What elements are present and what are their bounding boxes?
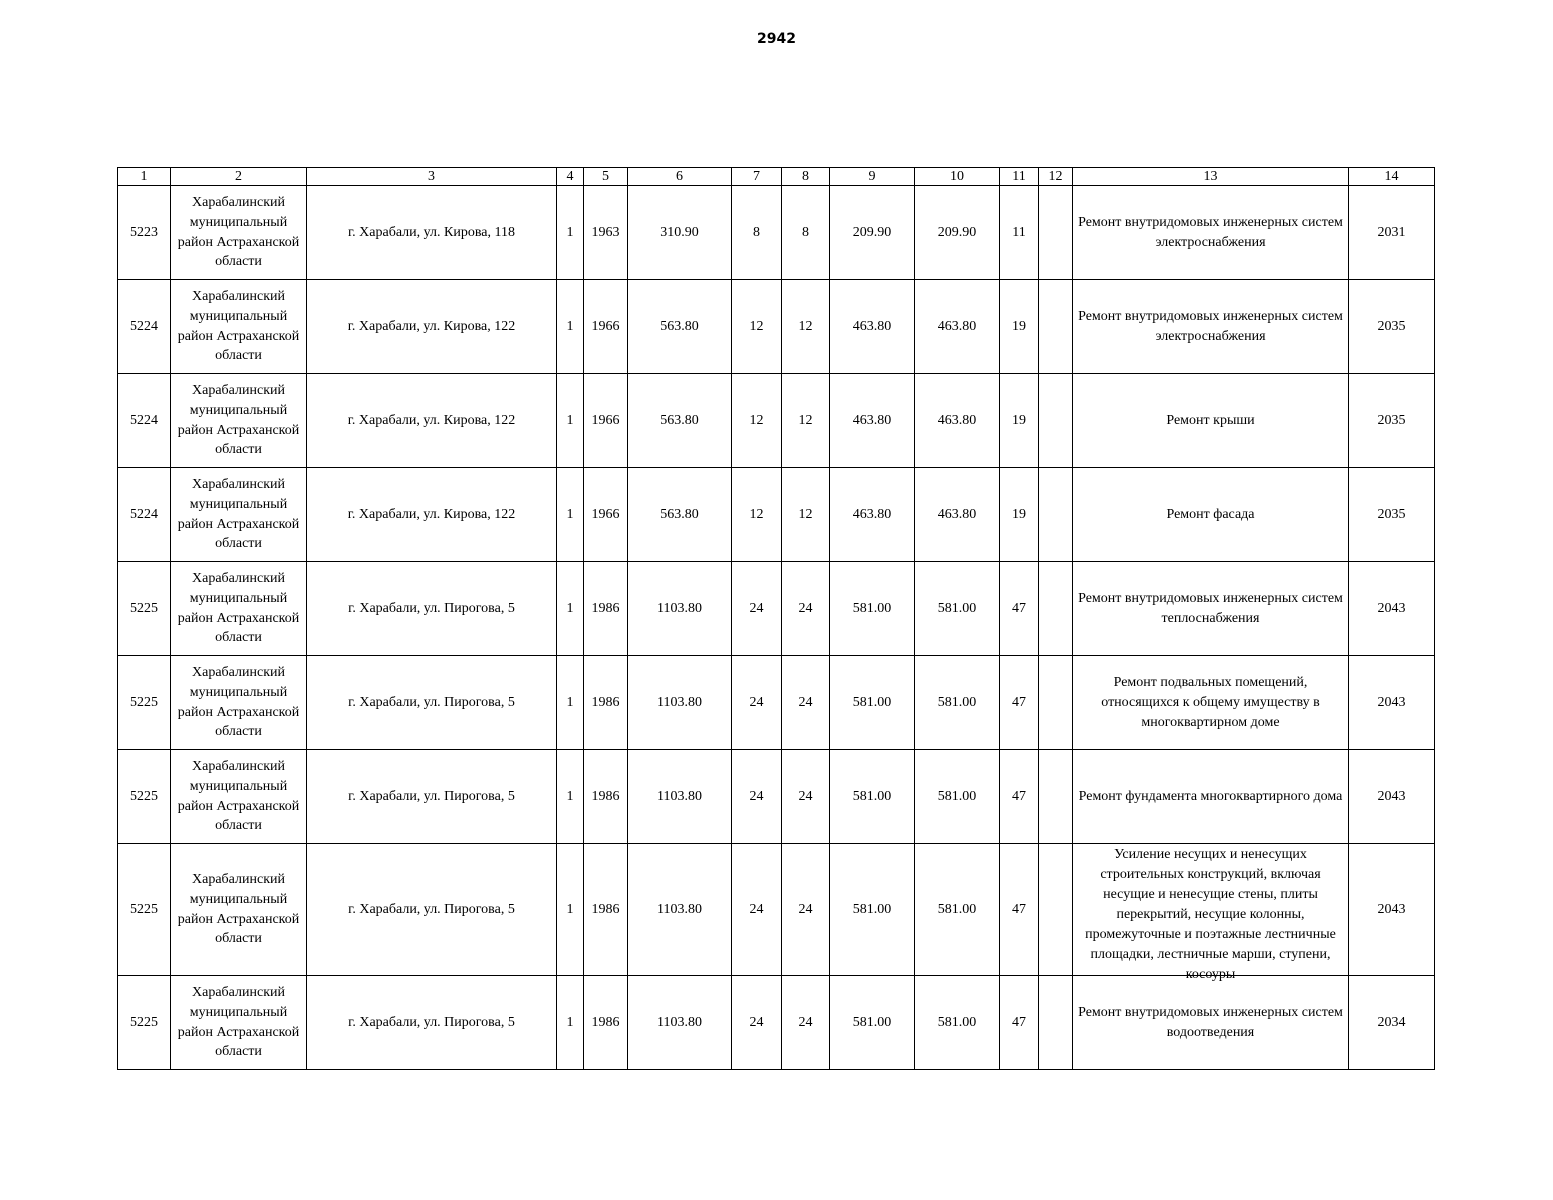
cell-district xyxy=(171,562,307,656)
cell-area-a: 581.00 xyxy=(830,844,915,976)
cell-district-text: Харабалинский муниципальный район Астраханской области xyxy=(177,759,300,834)
cell-col8: 24 xyxy=(782,562,830,656)
cell-year: 1966 xyxy=(584,374,628,468)
cell-id: 5224 xyxy=(118,468,171,562)
cell-col12 xyxy=(1039,562,1073,656)
capital-repair-table xyxy=(117,167,1435,1070)
cell-area-a: 209.90 xyxy=(830,186,915,280)
column-header-6: 6 xyxy=(628,168,732,186)
cell-address: г. Харабали, ул. Пирогова, 5 xyxy=(307,976,557,1070)
cell-col7: 24 xyxy=(732,656,782,750)
column-header-7: 7 xyxy=(732,168,782,186)
cell-area-b: 581.00 xyxy=(915,656,1000,750)
cell-address: г. Харабали, ул. Пирогова, 5 xyxy=(307,750,557,844)
cell-total-area: 1103.80 xyxy=(628,976,732,1070)
cell-col11: 47 xyxy=(1000,750,1039,844)
cell-work-text: Ремонт подвальных помещений, относящихся к общему имуществу в многоквартирном доме xyxy=(1101,674,1320,730)
cell-work-text: Ремонт внутридомовых инженерных систем электроснабжения xyxy=(1078,308,1343,344)
page-number: 2942 xyxy=(757,31,796,47)
cell-id: 5225 xyxy=(118,750,171,844)
cell-work xyxy=(1073,844,1349,982)
cell-col4: 1 xyxy=(557,976,584,1070)
cell-year: 1966 xyxy=(584,468,628,562)
table-row xyxy=(118,468,1435,562)
cell-col12 xyxy=(1039,656,1073,750)
cell-work xyxy=(1073,750,1349,844)
cell-col11: 47 xyxy=(1000,976,1039,1070)
cell-area-a: 463.80 xyxy=(830,280,915,374)
cell-col7: 24 xyxy=(732,976,782,1070)
cell-year: 1986 xyxy=(584,844,628,976)
cell-col8: 24 xyxy=(782,656,830,750)
cell-planned-year: 2043 xyxy=(1349,562,1435,656)
cell-work-text: Усиление несущих и ненесущих строительных конструкций, включая несущие и ненесущие стены, плиты перекрытий, несущие колонны, промежуточные и поэтажные лестничные площадки, лестничные марши, ступени, косоуры xyxy=(1085,847,1336,982)
cell-col7: 12 xyxy=(732,280,782,374)
cell-col11: 47 xyxy=(1000,562,1039,656)
cell-work-text: Ремонт крыши xyxy=(1166,412,1255,428)
cell-col12 xyxy=(1039,750,1073,844)
cell-area-a: 581.00 xyxy=(830,976,915,1070)
column-header-14: 14 xyxy=(1349,168,1435,186)
column-header-1: 1 xyxy=(118,168,171,186)
cell-district-text: Харабалинский муниципальный район Астраханской области xyxy=(177,289,300,364)
cell-id: 5225 xyxy=(118,844,171,976)
cell-area-b: 581.00 xyxy=(915,750,1000,844)
cell-area-a: 581.00 xyxy=(830,562,915,656)
cell-planned-year: 2035 xyxy=(1349,374,1435,468)
cell-district xyxy=(171,186,307,280)
cell-work xyxy=(1073,656,1349,750)
table-row xyxy=(118,186,1435,280)
cell-area-b: 463.80 xyxy=(915,374,1000,468)
column-header-11: 11 xyxy=(1000,168,1039,186)
cell-total-area: 563.80 xyxy=(628,468,732,562)
cell-area-a: 581.00 xyxy=(830,750,915,844)
column-header-13: 13 xyxy=(1073,168,1349,186)
cell-col11: 19 xyxy=(1000,374,1039,468)
cell-area-b: 581.00 xyxy=(915,976,1000,1070)
column-header-3: 3 xyxy=(307,168,557,186)
cell-id: 5225 xyxy=(118,976,171,1070)
cell-col4: 1 xyxy=(557,374,584,468)
cell-area-b: 209.90 xyxy=(915,186,1000,280)
column-header-10: 10 xyxy=(915,168,1000,186)
cell-col8: 12 xyxy=(782,374,830,468)
cell-year: 1966 xyxy=(584,280,628,374)
cell-total-area: 563.80 xyxy=(628,374,732,468)
cell-district-text: Харабалинский муниципальный район Астраханской области xyxy=(177,477,300,552)
cell-col7: 24 xyxy=(732,844,782,976)
cell-col8: 24 xyxy=(782,750,830,844)
cell-address: г. Харабали, ул. Кирова, 122 xyxy=(307,468,557,562)
cell-col8: 12 xyxy=(782,468,830,562)
cell-col11: 47 xyxy=(1000,844,1039,976)
column-header-4: 4 xyxy=(557,168,584,186)
cell-planned-year: 2043 xyxy=(1349,844,1435,976)
cell-total-area: 1103.80 xyxy=(628,656,732,750)
table-row xyxy=(118,750,1435,844)
cell-area-a: 463.80 xyxy=(830,468,915,562)
cell-district xyxy=(171,750,307,844)
cell-work xyxy=(1073,374,1349,468)
cell-year: 1986 xyxy=(584,976,628,1070)
cell-col12 xyxy=(1039,374,1073,468)
cell-col4: 1 xyxy=(557,186,584,280)
cell-district xyxy=(171,976,307,1070)
cell-id: 5223 xyxy=(118,186,171,280)
column-header-12: 12 xyxy=(1039,168,1073,186)
cell-total-area: 1103.80 xyxy=(628,844,732,976)
cell-work xyxy=(1073,186,1349,280)
cell-col7: 24 xyxy=(732,562,782,656)
column-header-9: 9 xyxy=(830,168,915,186)
cell-col12 xyxy=(1039,468,1073,562)
cell-total-area: 563.80 xyxy=(628,280,732,374)
cell-col7: 24 xyxy=(732,750,782,844)
cell-area-a: 581.00 xyxy=(830,656,915,750)
cell-planned-year: 2043 xyxy=(1349,750,1435,844)
cell-district xyxy=(171,844,307,976)
cell-district-text: Харабалинский муниципальный район Астраханской области xyxy=(177,571,300,646)
table-row xyxy=(118,976,1435,1070)
cell-col8: 8 xyxy=(782,186,830,280)
cell-area-b: 581.00 xyxy=(915,844,1000,976)
cell-id: 5224 xyxy=(118,280,171,374)
cell-col4: 1 xyxy=(557,468,584,562)
table-body xyxy=(118,186,1435,1070)
cell-work xyxy=(1073,976,1349,1070)
cell-col12 xyxy=(1039,976,1073,1070)
cell-col7: 12 xyxy=(732,374,782,468)
column-header-5: 5 xyxy=(584,168,628,186)
cell-district-text: Харабалинский муниципальный район Астраханской области xyxy=(177,383,300,458)
cell-address: г. Харабали, ул. Кирова, 122 xyxy=(307,280,557,374)
cell-work-text: Ремонт внутридомовых инженерных систем электроснабжения xyxy=(1078,214,1343,250)
cell-work-text: Ремонт внутридомовых инженерных систем теплоснабжения xyxy=(1078,590,1343,626)
cell-district xyxy=(171,280,307,374)
cell-address: г. Харабали, ул. Кирова, 118 xyxy=(307,186,557,280)
cell-address: г. Харабали, ул. Пирогова, 5 xyxy=(307,844,557,976)
cell-id: 5224 xyxy=(118,374,171,468)
cell-col7: 12 xyxy=(732,468,782,562)
cell-id: 5225 xyxy=(118,656,171,750)
cell-col11: 11 xyxy=(1000,186,1039,280)
cell-col11: 19 xyxy=(1000,468,1039,562)
cell-planned-year: 2035 xyxy=(1349,468,1435,562)
cell-area-b: 463.80 xyxy=(915,468,1000,562)
cell-col12 xyxy=(1039,280,1073,374)
cell-col8: 24 xyxy=(782,844,830,976)
cell-planned-year: 2043 xyxy=(1349,656,1435,750)
cell-id: 5225 xyxy=(118,562,171,656)
cell-total-area: 310.90 xyxy=(628,186,732,280)
column-header-2: 2 xyxy=(171,168,307,186)
cell-area-b: 463.80 xyxy=(915,280,1000,374)
cell-col4: 1 xyxy=(557,844,584,976)
cell-planned-year: 2034 xyxy=(1349,976,1435,1070)
cell-col7: 8 xyxy=(732,186,782,280)
cell-planned-year: 2035 xyxy=(1349,280,1435,374)
cell-year: 1986 xyxy=(584,750,628,844)
table-row xyxy=(118,374,1435,468)
cell-col8: 12 xyxy=(782,280,830,374)
cell-year: 1986 xyxy=(584,562,628,656)
cell-district xyxy=(171,468,307,562)
table-row xyxy=(118,562,1435,656)
cell-work-text: Ремонт внутридомовых инженерных систем водоотведения xyxy=(1078,1004,1343,1040)
cell-total-area: 1103.80 xyxy=(628,750,732,844)
cell-address: г. Харабали, ул. Пирогова, 5 xyxy=(307,562,557,656)
cell-work xyxy=(1073,468,1349,562)
cell-col4: 1 xyxy=(557,750,584,844)
cell-work-text: Ремонт фундамента многоквартирного дома xyxy=(1078,788,1343,804)
cell-district-text: Харабалинский муниципальный район Астраханской области xyxy=(177,872,300,947)
table-row xyxy=(118,656,1435,750)
cell-area-b: 581.00 xyxy=(915,562,1000,656)
cell-col12 xyxy=(1039,186,1073,280)
cell-col11: 47 xyxy=(1000,656,1039,750)
cell-work xyxy=(1073,562,1349,656)
cell-year: 1986 xyxy=(584,656,628,750)
cell-col11: 19 xyxy=(1000,280,1039,374)
cell-col4: 1 xyxy=(557,280,584,374)
cell-district xyxy=(171,656,307,750)
table-row xyxy=(118,280,1435,374)
cell-col4: 1 xyxy=(557,656,584,750)
cell-year: 1963 xyxy=(584,186,628,280)
cell-district-text: Харабалинский муниципальный район Астраханской области xyxy=(177,665,300,740)
table-row xyxy=(118,844,1435,976)
cell-area-a: 463.80 xyxy=(830,374,915,468)
column-header-8: 8 xyxy=(782,168,830,186)
cell-col12 xyxy=(1039,844,1073,976)
cell-col4: 1 xyxy=(557,562,584,656)
cell-total-area: 1103.80 xyxy=(628,562,732,656)
cell-district-text: Харабалинский муниципальный район Астраханской области xyxy=(177,985,300,1060)
cell-work xyxy=(1073,280,1349,374)
header-row xyxy=(118,168,1435,186)
cell-address: г. Харабали, ул. Пирогова, 5 xyxy=(307,656,557,750)
cell-address: г. Харабали, ул. Кирова, 122 xyxy=(307,374,557,468)
cell-work-text: Ремонт фасада xyxy=(1166,506,1255,522)
cell-district-text: Харабалинский муниципальный район Астраханской области xyxy=(177,195,300,270)
cell-planned-year: 2031 xyxy=(1349,186,1435,280)
cell-col8: 24 xyxy=(782,976,830,1070)
cell-district xyxy=(171,374,307,468)
